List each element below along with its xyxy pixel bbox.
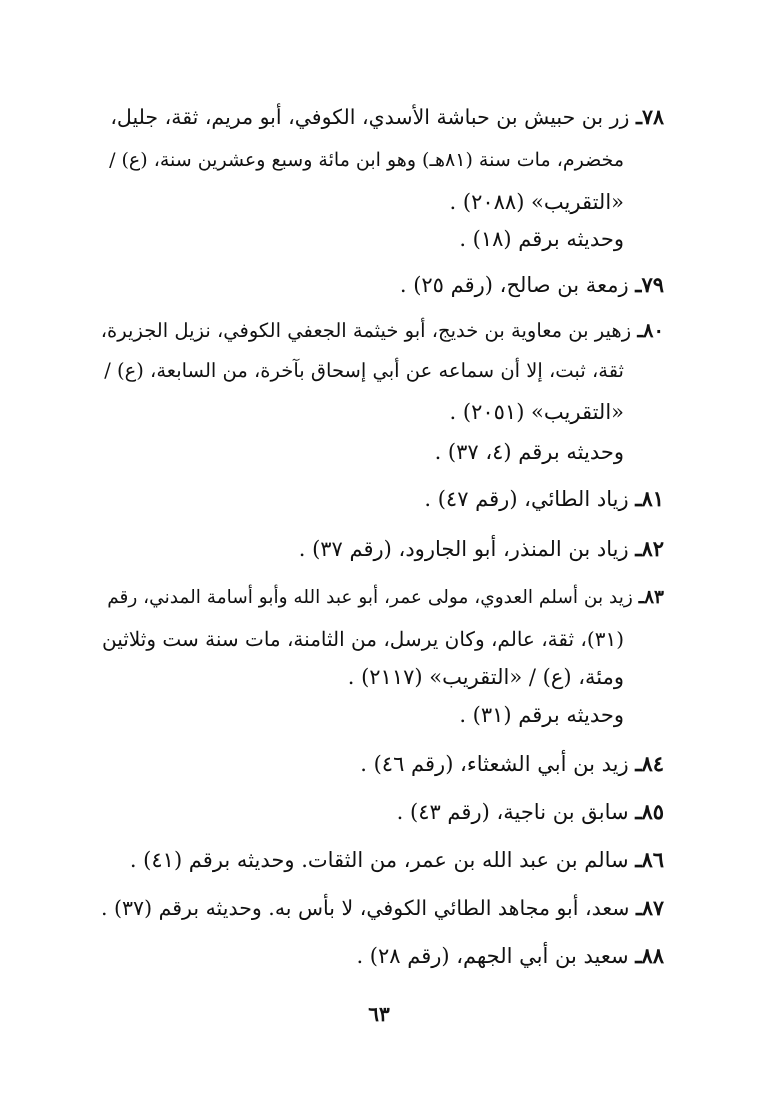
entry-number: ٨٣ـ [638, 587, 664, 608]
entry-83-line-2: (٣١)، ثقة، عالم، وكان يرسل، من الثامنة، مات سنة ست وثلاثين [102, 627, 624, 651]
entry-text: زيد بن أبي الشعثاء، (رقم ٤٦) . [360, 752, 629, 776]
entry-text: سابق بن ناجية، (رقم ٤٣) . [396, 800, 629, 824]
entry-text: زمعة بن صالح، (رقم ٢٥) . [399, 273, 629, 297]
entry-80-line-2: ثقة، ثبت، إلا أن سماعه عن أبي إسحاق بآخرة، من السابعة، (ع) / [104, 359, 624, 382]
entry-number: ٨٨ـ [635, 943, 664, 968]
entry-83-line-4: وحديثه برقم (٣١) . [459, 703, 624, 727]
entry-84-line-1 [360, 749, 664, 779]
entry-80-line-4: وحديثه برقم (٤، ٣٧) . [434, 440, 624, 464]
entry-88-line-1 [356, 941, 664, 971]
entry-text: زياد الطائي، (رقم ٤٧) . [424, 487, 629, 511]
entry-80-line-3: «التقريب» (٢٠٥١) . [449, 400, 624, 424]
entry-number: ٨٦ـ [635, 847, 664, 872]
entry-text: سعد، أبو مجاهد الطائي الكوفي، لا بأس به. وحديثه برقم (٣٧) . [101, 896, 630, 920]
entry-78-line-3: «التقريب» (٢٠٨٨) . [449, 190, 624, 214]
entry-81-line-1 [424, 484, 664, 514]
entry-87-line-1 [101, 893, 664, 923]
entry-number: ٧٨ـ [635, 105, 664, 129]
entry-text: زهير بن معاوية بن خديج، أبو خيثمة الجعفي الكوفي، نزيل الجزيرة، [100, 319, 632, 342]
page-number: ٦٣ [368, 1002, 390, 1026]
entry-number: ٨٠ـ [637, 319, 664, 342]
entry-number: ٨١ـ [635, 486, 664, 511]
entry-number: ٨٧ـ [635, 896, 664, 920]
entry-78-line-1 [110, 102, 664, 132]
entry-85-line-1 [397, 797, 664, 827]
entry-80-line-1 [101, 316, 664, 346]
entry-86-line-1 [130, 845, 664, 875]
entry-78-line-2: مخضرم، مات سنة (٨١هـ) وهو ابن مائة وسبع وعشرين سنة، (ع) / [109, 149, 624, 171]
entry-text: سعيد بن أبي الجهم، (رقم ٢٨) . [356, 944, 629, 968]
entry-text: زيد بن أسلم العدوي، مولى عمر، أبو عبد الله وأبو أسامة المدني، رقم [107, 587, 633, 608]
entry-82-line-1 [299, 534, 664, 564]
entry-text: زر بن حبيش بن حباشة الأسدي، الكوفي، أبو مريم، ثقة، جليل، [110, 105, 630, 129]
entry-number: ٨٢ـ [635, 536, 664, 561]
entry-text: زياد بن المنذر، أبو الجارود، (رقم ٣٧) . [298, 537, 629, 561]
entry-79-line-1 [400, 270, 664, 300]
entry-text: سالم بن عبد الله بن عمر، من الثقات. وحديثه برقم (٤١) . [129, 848, 629, 872]
entry-83-line-1 [107, 583, 664, 613]
entry-number: ٨٥ـ [635, 799, 664, 824]
entry-number: ٨٤ـ [635, 751, 664, 776]
entry-83-line-3: ومئة، (ع) / «التقريب» (٢١١٧) . [347, 665, 624, 689]
entry-78-line-4: وحديثه برقم (١٨) . [459, 227, 624, 251]
entry-number: ٧٩ـ [635, 272, 664, 297]
